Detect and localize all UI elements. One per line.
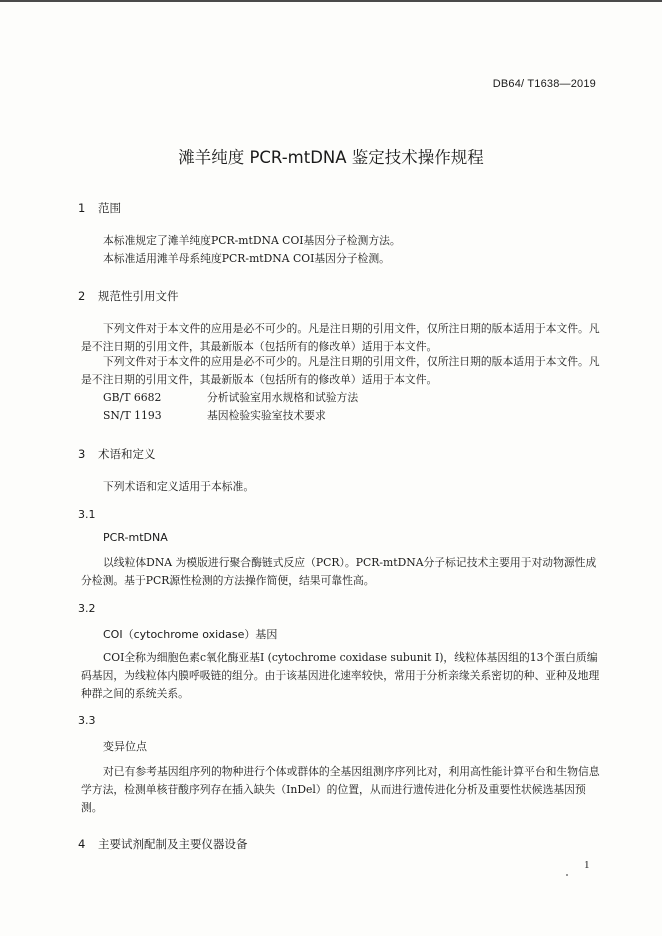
section-2-heading xyxy=(78,288,179,304)
section-number: 3 xyxy=(78,447,86,461)
section-number: 4 xyxy=(78,837,86,851)
reference-name: 分析试验室用水规格和试验方法 xyxy=(207,391,359,404)
section-title: 术语和定义 xyxy=(98,447,156,461)
subsection-number: 3.1 xyxy=(78,508,96,521)
subsection-number: 3.3 xyxy=(78,714,96,727)
reference-name: 基因检验实验室技术要求 xyxy=(207,409,326,422)
paragraph: 本标准规定了滩羊纯度PCR-mtDNA COI基因分子检测方法。 xyxy=(103,234,401,247)
scan-speck xyxy=(566,874,568,876)
section-title: 范围 xyxy=(98,201,121,215)
section-title: 主要试剂配制及主要仪器设备 xyxy=(98,837,248,851)
term-definition: 对已有参考基因组序列的物种进行个体或群体的全基因组测序序列比对，利用高性能计算平台和生物信息学方法，检测单核苷酸序列存在插入缺失（InDel）的位置，从而进行遗传进化分析及重要性状候选基因预测。 xyxy=(81,765,600,814)
document-title: 滩羊纯度 PCR-mtDNA 鉴定技术操作规程 xyxy=(178,148,484,167)
section-4-heading xyxy=(78,836,248,852)
term-name: 变异位点 xyxy=(103,740,147,753)
section-1-heading xyxy=(78,200,121,216)
page-number: 1 xyxy=(584,859,590,871)
paragraph: 本标准适用滩羊母系纯度PCR-mtDNA COI基因分子检测。 xyxy=(103,252,390,265)
page-top-edge xyxy=(0,0,662,2)
paragraph: 下列文件对于本文件的应用是必不可少的。凡是注日期的引用文件，仅所注日期的版本适用于本文件。凡是不注日期的引用文件，其最新版本（包括所有的修改单）适用于本文件。 xyxy=(81,355,600,386)
paragraph: 下列术语和定义适用于本标准。 xyxy=(103,480,255,493)
subsection-number: 3.2 xyxy=(78,602,96,615)
section-3-heading xyxy=(78,446,156,462)
term-name: COI（cytochrome oxidase）基因 xyxy=(103,628,278,641)
term-definition: COI全称为细胞色素c氧化酶亚基I (cytochrome coxidase subunit I)，线粒体基因组的13个蛋白质编码基因，为线粒体内膜呼吸链的组分。由于该基因进化速率较快，常用于分析亲缘关系密切的种、亚种及地理种群之间的系统关系。 xyxy=(81,651,600,700)
normative-reference xyxy=(103,408,326,423)
normative-reference xyxy=(103,390,358,405)
standard-code: DB64/ T1638—2019 xyxy=(492,78,596,90)
paragraph: 下列文件对于本文件的应用是必不可少的。凡是注日期的引用文件，仅所注日期的版本适用于本文件。凡是不注日期的引用文件，其最新版本（包括所有的修改单）适用于本文件。 xyxy=(81,322,600,353)
term-name: PCR-mtDNA xyxy=(103,531,168,544)
reference-code: SN/T 1193 xyxy=(103,409,162,422)
section-number: 2 xyxy=(78,289,86,303)
section-number: 1 xyxy=(78,201,86,215)
section-title: 规范性引用文件 xyxy=(98,289,179,303)
term-definition: 以线粒体DNA 为模版进行聚合酶链式反应（PCR）。PCR-mtDNA分子标记技术主要用于对动物源性成分检测。基于PCR源性检测的方法操作简便，结果可靠性高。 xyxy=(81,556,597,587)
reference-code: GB/T 6682 xyxy=(103,391,162,404)
